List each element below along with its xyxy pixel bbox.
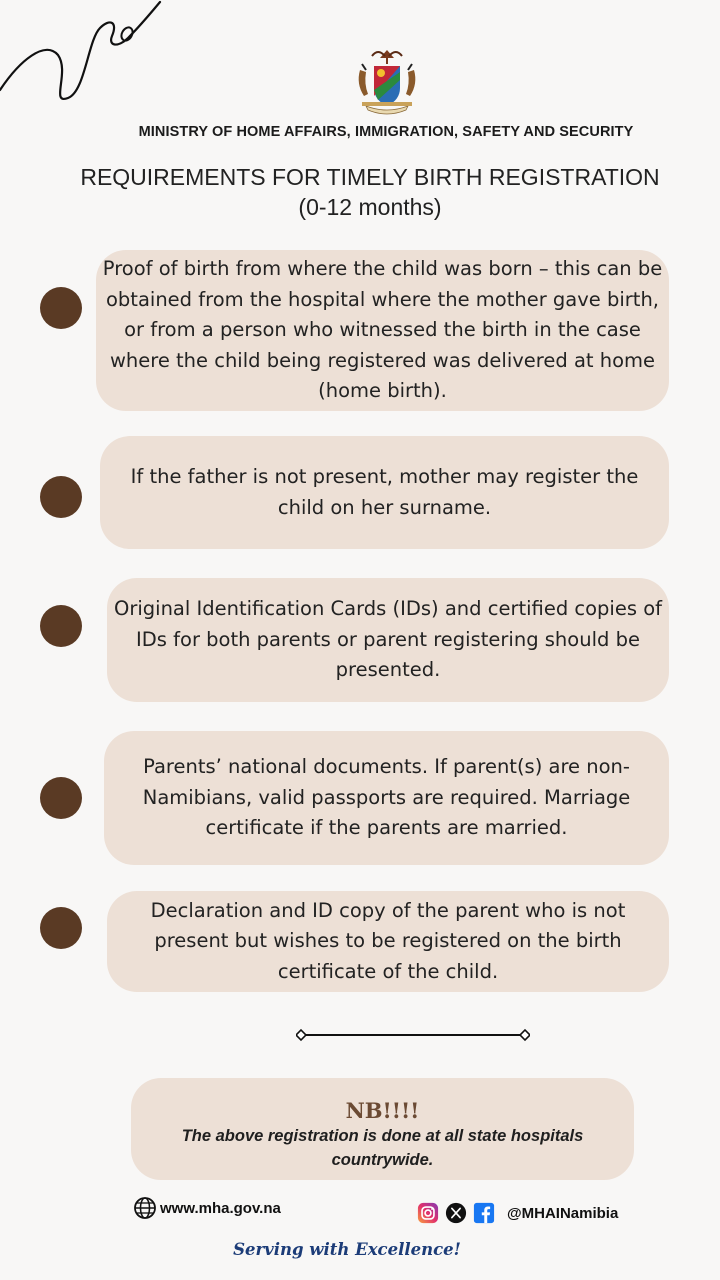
title-line-1: REQUIREMENTS FOR TIMELY BIRTH REGISTRATION xyxy=(80,164,660,190)
requirement-text: If the father is not present, mother may register the child on her surname. xyxy=(130,465,639,519)
bullet-dot xyxy=(40,476,82,518)
coat-of-arms-logo xyxy=(352,44,422,118)
title-subtitle: (0-12 months) xyxy=(298,194,442,220)
requirement-text: Parents’ national documents. If parent(s) are non-Namibians, valid passports are required. Marriage certificate if the parents are married. xyxy=(142,755,631,840)
social-handle[interactable]: @MHAINamibia xyxy=(507,1204,619,1222)
requirement-card xyxy=(107,578,669,702)
requirement-text: Original Identification Cards (IDs) and certified copies of IDs for both parents or parent registering should be presented. xyxy=(113,597,662,682)
bullet-dot xyxy=(40,777,82,819)
bullet-dot xyxy=(40,605,82,647)
ministry-name: MINISTRY OF HOME AFFAIRS, IMMIGRATION, SAFETY AND SECURITY xyxy=(138,124,634,140)
requirement-card xyxy=(104,731,669,865)
decorative-doodle xyxy=(0,0,170,110)
bullet-dot xyxy=(40,287,82,329)
website-link[interactable] xyxy=(133,1196,281,1220)
slogan: Serving with Excellence! xyxy=(233,1240,461,1259)
requirement-card xyxy=(107,891,669,992)
instagram-icon[interactable] xyxy=(417,1202,439,1224)
facebook-icon[interactable] xyxy=(473,1202,495,1224)
website-text: www.mha.gov.na xyxy=(160,1199,281,1217)
requirement-card xyxy=(100,436,669,549)
divider-line xyxy=(296,1028,530,1042)
note-title: NB!!!! xyxy=(345,1098,420,1123)
requirement-card xyxy=(96,250,669,411)
note-card xyxy=(131,1078,634,1180)
x-icon[interactable] xyxy=(445,1202,467,1224)
social-links xyxy=(417,1202,618,1224)
globe-icon xyxy=(133,1196,157,1220)
page-title xyxy=(0,162,720,222)
requirement-text: Proof of birth from where the child was born – this can be obtained from the hospital where the mother gave birth, or from a person who witnessed the birth in the case where the child being registered was delivered at home (home birth). xyxy=(102,257,663,403)
requirement-text: Declaration and ID copy of the parent who is not present but wishes to be registered on the birth certificate of the child. xyxy=(150,898,626,983)
note-text: The above registration is done at all state hospitals countrywide. xyxy=(181,1127,584,1169)
bullet-dot xyxy=(40,907,82,949)
